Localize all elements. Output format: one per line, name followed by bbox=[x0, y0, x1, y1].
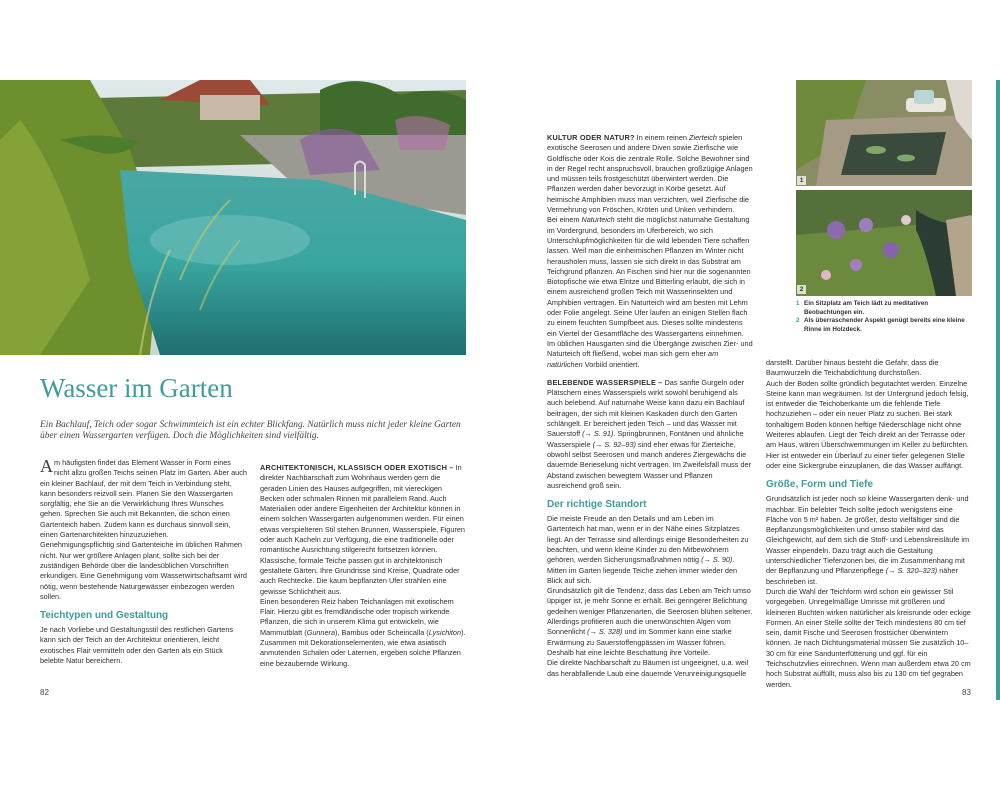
paragraph-text: sind eher etwas für Zierteiche, obwohl selbst Seerosen und manch anderes Ziergewächs die dauernde Berieselung nicht vertragen. Im Zweifelsfall muss der Abstand zwischen bewegtem Wasser und Pflanzen ausreichend groß sein. bbox=[547, 439, 752, 490]
photo-captions bbox=[796, 300, 976, 334]
caption-text: Ein Sitzplatz am Teich lädt zu meditativen Beobachtungen ein. bbox=[804, 300, 929, 316]
paragraph-text: ). Zusammen mit Dekorationselementen, wie etwa asiatisch anmutenden Schalen oder Laternen, ergeben solche Pflanzen eine bezaubernde Wirkung. bbox=[260, 627, 466, 668]
paragraph bbox=[547, 378, 753, 491]
page-number-left: 82 bbox=[40, 688, 49, 697]
drop-cap: A bbox=[40, 456, 53, 476]
text-column-4 bbox=[766, 358, 972, 690]
text-column-1 bbox=[40, 458, 247, 666]
caption-number: 2 bbox=[796, 317, 800, 324]
caption-text: Als überraschender Aspekt genügt bereits eine kleine Rinne im Holzdeck. bbox=[804, 317, 965, 333]
italic-term: Gunnera bbox=[306, 627, 336, 637]
run-in-heading: KULTUR ODER NATUR? bbox=[547, 133, 635, 142]
paragraph-text: Einen besonderen Reiz haben Teichanlagen mit exotischem Flair. Hierzu gibt es fremdländische oder tropisch wirkende Pflanzen, die sich in unserem Klima gut entwickeln, wie Mammutblatt ( bbox=[260, 596, 454, 637]
page-reference: (→ S. 328) bbox=[587, 627, 623, 637]
paragraph-text: Grundsätzlich ist jeder noch so kleine Wassergarten denk- und machbar. Ein belebter Teich sollte jedoch wenigstens eine Fläche von 5 m² haben. Je größer, desto vielfältiger sind die Bepflanzungsmöglichkeiten und umso stabiler wird das Gleichgewicht, auf dem sich die Stoff- und Lebenskreisläufe im Wasser einpendeln. Dazu trägt auch die Gestaltung unterschiedlicher Tiefenzonen bei, die im Zusammenhang mit der Bepflanzung und Pflanzenpflege bbox=[766, 494, 970, 576]
text-column-2 bbox=[260, 463, 467, 669]
paragraph bbox=[547, 586, 753, 658]
caption-1 bbox=[796, 300, 976, 317]
paragraph-text: Im üblichen Hausgarten sind die Übergänge zwischen Zier- und Naturteich oft fließend, wobei man sich gern eher bbox=[547, 338, 753, 359]
page-reference: (→ S. 91) bbox=[582, 429, 614, 439]
paragraph-text: In direkter Nachbarschaft zum Wohnhaus werden gern die geraden Linien des Hauses aufgegriffen, mit viereckigen Becken oder schmalen Rinnen mit parallelem Rand. Auch Materialien oder andere Eigenheiten der Architektur können in einem solchen Wassergarten aufgenommen werden. Für einen etwas verspielteren Stil stehen Brunnen, Wasserspiele, Figuren oder auch Kacheln zur Verfügung, die eine traditionelle oder romantische Ausrichtung stilgerecht fortsetzen können. bbox=[260, 463, 465, 555]
paragraph-text: In einem reinen bbox=[634, 133, 689, 142]
paragraph-text: und im Sommer kann eine starke Erwärmung zu Sauerstoffengpässen im Wasser führen. Deshalb hat eine leichte Beschattung ihre Vorteile. bbox=[547, 627, 732, 657]
page-reference: (→ S. 90) bbox=[701, 555, 733, 565]
paragraph-text: Vorbild orientiert. bbox=[582, 359, 640, 369]
page-reference: (→ S. 92–93) bbox=[592, 439, 636, 449]
page-title: Wasser im Garten bbox=[40, 373, 233, 403]
section-heading: Teichtypen und Gestaltung bbox=[40, 610, 169, 622]
paragraph bbox=[40, 458, 247, 540]
chapter-tab bbox=[996, 80, 1000, 700]
garden-pond-photo bbox=[0, 80, 466, 355]
wooden-deck-with-cushions-photo bbox=[796, 80, 972, 186]
paragraph bbox=[547, 215, 753, 339]
paragraph-text: . Mitten im Garten liegende Teiche ziehen immer wieder den Blick auf sich. bbox=[547, 555, 738, 585]
photo-badge-2: 2 bbox=[797, 285, 806, 294]
italic-term: Lysichiton bbox=[428, 627, 462, 637]
paragraph-text: . Springbrunnen, Fontänen und ähnliche Wasserspiele bbox=[547, 429, 744, 449]
paragraph bbox=[766, 494, 972, 587]
paragraph: Auch der Boden sollte gründlich begutachtet werden. Einzelne Steine kann man wegräumen. Ist der Untergrund jedoch felsig, ist entweder die Teichoberkante um die fehlende Tiefe hochzuziehen – oder ein neuer Platz zu suchen. Bei stark tonhaltigem Boden können heftige Niederschläge nicht ohne Weiteres ablaufen. Liegt der Teich direkt an der Terrasse oder am Haus, wären Überschwemmungen im Keller zu befürchten. Hier ist entweder ein Überlauf zu einer tiefer gelegenen Stelle oder eine Sickergrube einzuplanen, die das Wasser auffängt. bbox=[766, 378, 969, 470]
paragraph: Klassische, formale Teiche passen gut in architektonisch gestaltete Gärten. Ihre Grundrisse sind Kreise, Quadrate oder auch Rechtecke. Die kaum bepflanzten Ufer strahlen eine gewisse Schlichtheit aus. bbox=[260, 555, 460, 596]
italic-term: Naturteich bbox=[581, 215, 615, 225]
photo-badge-1: 1 bbox=[797, 176, 806, 185]
run-in-heading: ARCHITEKTONISCH, KLASSISCH ODER EXOTISCH – bbox=[260, 463, 454, 472]
paragraph-text: ), Bambus oder Scheincalla ( bbox=[335, 627, 429, 637]
page-reference: (→ S. 320–323) bbox=[885, 566, 938, 576]
paragraph: darstellt. Darüber hinaus besteht die Gefahr, dass die Baumwurzeln die Teichabdichtung durchstoßen. bbox=[766, 358, 939, 378]
text-column-3 bbox=[547, 133, 753, 679]
paragraph: Genehmigungspflichtig sind Gartenteiche im üblichen Rahmen nicht. Nur wer größere Anlagen plant, sollte sich bei der zuständigen Behörde über die landesüblichen Vorschriften erkundigen. Eine Genehmigung vom Wasserwirtschaftsamt wird nötig, wenn bestehende Naturgewässer einbezogen werden sollen. bbox=[40, 540, 247, 601]
lead-text: Ein Bachlauf, Teich oder sogar Schwimmteich ist ein echter Blickfang. Natürlich muss nicht jeder kleine Garten über einen Wassergarten verfügen. Doch die Möglichkeiten sind vielfältig. bbox=[40, 420, 461, 441]
paragraph-text: steht die möglichst naturnahe Gestaltung im Vordergrund, besonders im Uferbereich, wo sich Unterschlupfmöglichkeiten für die wild lebenden Tiere schaffen lassen. Weil man die einheimischen Pflanzen im Winter nicht herausholen muss, lassen sie sich direkt in das Substrat am Teichgrund pflanzen. An Fischen sind hier nur die sogenannten Biotopfische wie etwa Elritze und Bitterling erlaubt, die sich in einem ausreichend großen Teich mit Wasserinsekten und Amphibien vertragen. Ein Naturteich wird am besten mit Lehm oder Folie angelegt. Seine Ufer laufen an einigen Stellen flach zu einem feuchten Sumpfbeet aus. Dieses sollte mindestens ein Viertel der Gesamtfläche des Wassergartens einnehmen. bbox=[547, 215, 751, 338]
paragraph: Durch die Wahl der Teichform wird schon ein gewisser Stil vorgegeben. Unregelmäßige Umrisse mit größeren und kleineren Buchten wirken natürlicher als kreisrunde oder eckige Formen. An einer Stelle sollte der Teich mindestens 80 cm tief sein, damit Fische und Seerosen frostsicher überwintern können. Je nach Dichtungsmaterial müssen Sie zusätzlich 10–30 cm für eine Sandunterfütterung und ggf. für ein Teichschutzvlies einrechnen. Wenn man außerdem etwa 20 cm hoch Substrat auffüllt, muss also bis zu 130 cm tief gegraben werden. bbox=[766, 586, 971, 689]
section-heading: Der richtige Standort bbox=[547, 499, 647, 511]
paragraph: Je nach Vorliebe und Gestaltungsstil des restlichen Gartens kann sich der Teich an der Architektur orientieren, leicht exotisches Flair vermitteln oder den Garten als ein Stück belebte Natur bereichern. bbox=[40, 625, 234, 666]
paragraph bbox=[260, 463, 467, 556]
paragraph-text: Grundsätzlich gilt die Tendenz, dass das Leben am Teich umso üppiger ist, je mehr Sonne er erhält. Bei geringerer Belichtung gedeihen weniger Pflanzenarten, die Seerosen blühen seltener. Allerdings profitieren auch die unerwünschten Algen vom Sonnenlicht bbox=[547, 586, 753, 637]
caption-number: 1 bbox=[796, 300, 800, 307]
paragraph-text: spielen exotische Seerosen und andere Diven sowie Zierfische wie Goldfische oder Kois die zentrale Rolle. Solche Bewohner sind in der Regel recht anspruchsvoll, brauchen großzügige Anlagen und müssen teils frostgeschützt überwintert werden. Die Pflanzen werden daher bevorzugt in Körbe gesetzt. Auf heimische Amphibien muss man verzichten, weil Zierfische die Vermehrung von Fröschen, Kröten und Unken verhindern. bbox=[547, 133, 753, 215]
paragraph-text: Das sanfte Gurgeln oder Plätschern eines Wasserspiels wirkt sowohl beruhigend als auch belebend. Auf naturnahe Weise kann dazu ein Bachlauf beitragen, der sich mit kleinen Kaskaden durch den Garten schlängelt. Er bereichert jeden Teich – und das Wasser mit Sauerstoff bbox=[547, 377, 745, 439]
paragraph-text: näher beschrieben ist. bbox=[766, 566, 958, 586]
paragraph bbox=[547, 133, 753, 215]
paragraph bbox=[260, 597, 467, 669]
paragraph-text: Bei einem bbox=[547, 215, 582, 225]
section-heading: Größe, Form und Tiefe bbox=[766, 479, 874, 491]
italic-term: am natürlichen bbox=[547, 349, 719, 369]
caption-2 bbox=[796, 317, 976, 334]
paragraph: Die direkte Nachbarschaft zu Bäumen ist ungeeignet, u.a. weil das herabfallende Laub eine dauernde Verunreinigungsquelle bbox=[547, 658, 749, 678]
paragraph bbox=[547, 514, 753, 586]
page-number-right: 83 bbox=[962, 688, 971, 697]
paragraph-text: Die meiste Freude an den Details und am Leben im Gartenteich hat man, wenn er in der Nähe eines Sitzplatzes liegt. An der Terrasse sind allerdings einige Besonderheiten zu beachten, und wenn kleine Kinder zu den Mitbewohnern gehören, werden Sicherungsmaßnahmen nötig bbox=[547, 514, 749, 565]
italic-term: Zierteich bbox=[689, 133, 717, 142]
paragraph bbox=[547, 339, 753, 370]
paragraph-text: m häufigsten findet das Element Wasser in Form eines nicht allzu großen Teichs seinen Platz im Garten. Aber auch ein kleiner Bachlauf, der mit dem Teich in Verbindung steht, kann besonders reizvoll sein. Planen Sie den Wassergarten sorgfältig, ehe Sie an die Verwirklichung Ihres Wunsches gehen. Sprechen Sie auch mit Bekannten, die schon einen Gartenteich haben. Zudem kann es durchaus sinnvoll sein, einen Gartenarchitekten hinzuzuziehen. bbox=[40, 458, 247, 540]
pond-channel-with-flowers-photo bbox=[796, 190, 972, 296]
run-in-heading: BELEBENDE WASSERSPIELE – bbox=[547, 377, 663, 387]
